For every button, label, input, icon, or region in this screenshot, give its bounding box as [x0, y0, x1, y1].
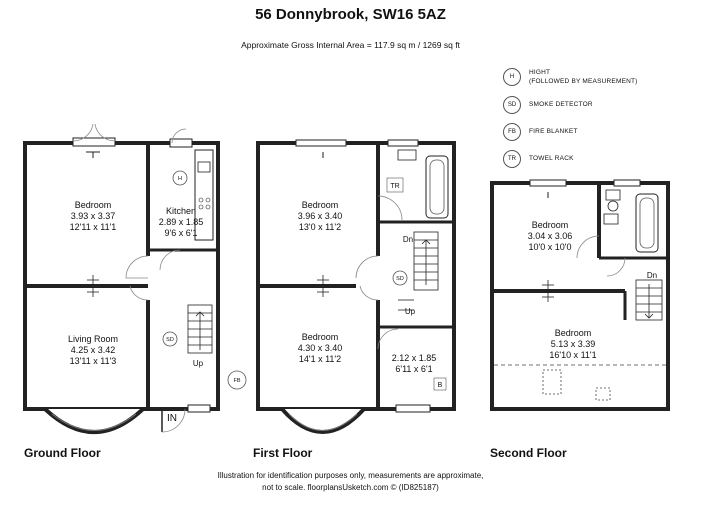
first-small-room-metric: 2.12 x 1.85 [391, 353, 437, 363]
first-bathtub [426, 156, 448, 218]
ground-height-label: H [178, 176, 182, 182]
first-bedroom2-name: Bedroom [301, 332, 339, 342]
footer-line-1: Illustration for identification purposes only, measurements are approximate, [217, 471, 484, 480]
first-floor-label: First Floor [253, 446, 313, 460]
legend-sublabel-height: (FOLLOWED BY MEASUREMENT) [529, 78, 638, 85]
living-room-metric: 4.25 x 3.42 [70, 345, 116, 355]
towel-rack-symbol-icon: TR [503, 150, 521, 168]
gross-area-text: Approximate Gross Internal Area = 117.9 sq m / 1269 sq ft [241, 40, 460, 50]
kitchen-name: Kitchen [165, 206, 197, 216]
legend-label-height: HIGHT [529, 69, 551, 76]
second-dn-label: Dn [646, 271, 658, 280]
sink-icon [198, 162, 210, 172]
first-small-room-imperial: 6'11 x 6'1 [395, 364, 433, 374]
second-bedroom2-metric: 5.13 x 3.39 [550, 339, 596, 349]
first-sd-label: SD [396, 276, 404, 282]
first-up-label: Up [404, 307, 416, 316]
first-bedroom1-name: Bedroom [301, 200, 339, 210]
kitchen-metric: 2.89 x 1.85 [158, 217, 204, 227]
first-floor-plan [258, 140, 454, 432]
ground-french-doors [73, 138, 115, 146]
second-stairs [636, 280, 662, 320]
second-basin [604, 214, 618, 224]
page-title: 56 Donnybrook, SW16 5AZ [255, 6, 446, 23]
second-bedroom1-name: Bedroom [531, 220, 569, 230]
entrance-label: IN [167, 413, 177, 424]
ground-bedroom-name: Bedroom [74, 200, 112, 210]
legend-label-smoke-detector: SMOKE DETECTOR [529, 101, 593, 108]
first-bedroom2-metric: 4.30 x 3.40 [297, 343, 343, 353]
second-bathtub [636, 194, 658, 252]
ground-bedroom-imperial: 12'11 x 11'1 [69, 222, 117, 232]
living-room-imperial: 13'11 x 11'3 [69, 356, 117, 366]
second-toilet [606, 190, 620, 200]
kitchen-imperial: 9'6 x 6'1 [164, 228, 198, 238]
footer-disclaimer [0, 470, 701, 494]
legend-label-fire-blanket: FIRE BLANKET [529, 128, 578, 135]
kitchen-door [170, 139, 192, 147]
first-b-label: B [437, 382, 443, 389]
ground-bay-window [45, 409, 143, 432]
living-room-name: Living Room [67, 334, 119, 344]
second-bedroom1-metric: 3.04 x 3.06 [527, 231, 573, 241]
ground-outer-wall [25, 143, 218, 409]
second-floor-plan [492, 180, 668, 409]
footer-line-2: not to scale. floorplansUsketch.com © (ID825187) [262, 483, 439, 492]
second-bedroom2-imperial: 16'10 x 11'1 [549, 350, 597, 360]
first-bedroom1-metric: 3.96 x 3.40 [297, 211, 343, 221]
first-bay-window [282, 409, 364, 432]
ground-sd-label: SD [166, 337, 174, 343]
smoke-detector-symbol-icon: SD [503, 96, 521, 114]
ground-fb-label: FB [233, 378, 241, 384]
second-bedroom1-imperial: 10'0 x 10'0 [528, 242, 572, 252]
skylight-1 [543, 370, 561, 394]
ground-floor-plan [25, 124, 246, 432]
fire-blanket-symbol-icon: FB [503, 123, 521, 141]
height-symbol-icon: H [503, 68, 521, 86]
second-floor-label: Second Floor [490, 446, 567, 460]
ground-up-label: Up [192, 359, 204, 368]
ground-bedroom-metric: 3.93 x 3.37 [70, 211, 116, 221]
first-basin [398, 150, 416, 160]
second-bedroom2-name: Bedroom [554, 328, 592, 338]
first-bedroom2-imperial: 14'1 x 11'2 [298, 354, 342, 364]
hob-icon [199, 198, 203, 202]
legend-label-towel-rack: TOWEL RACK [529, 155, 574, 162]
ground-floor-label: Ground Floor [24, 446, 101, 460]
skylight-2 [596, 388, 610, 400]
ground-stairs [188, 305, 212, 353]
first-dn-label: Dn [402, 235, 414, 244]
first-tr-label: TR [390, 183, 400, 190]
first-bedroom1-imperial: 13'0 x 11'2 [298, 222, 342, 232]
